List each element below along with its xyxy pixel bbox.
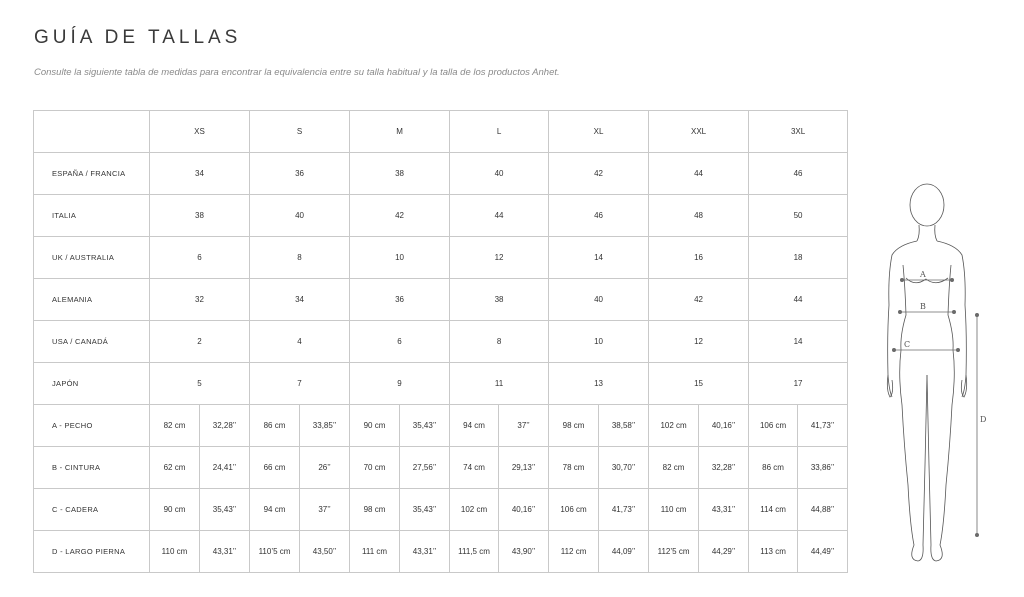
measurement-inch-cell: 43,31’’ (200, 531, 250, 573)
size-value-cell: 42 (649, 279, 749, 321)
size-value-cell: 46 (549, 195, 649, 237)
size-value-cell: 34 (150, 153, 250, 195)
measurement-inch-cell: 35,43’’ (200, 489, 250, 531)
measurement-cm-cell: 112’5 cm (649, 531, 699, 573)
measurement-inch-cell: 32,28’’ (200, 405, 250, 447)
measurement-cm-cell: 82 cm (649, 447, 699, 489)
size-header-xs: XS (150, 111, 250, 153)
equivalence-row (34, 363, 848, 405)
row-label: D - LARGO PIERNA (34, 531, 150, 573)
size-value-cell: 34 (250, 279, 350, 321)
size-header-m: M (350, 111, 450, 153)
measurement-row (34, 405, 848, 447)
size-value-cell: 9 (350, 363, 450, 405)
measurement-cm-cell: 112 cm (549, 531, 599, 573)
measurement-cm-cell: 106 cm (749, 405, 798, 447)
measurement-inch-cell: 40,16’’ (699, 405, 749, 447)
size-value-cell: 8 (250, 237, 350, 279)
size-chart-table (33, 110, 848, 573)
measurement-cm-cell: 98 cm (350, 489, 400, 531)
page-title: GUÍA DE TALLAS (34, 27, 242, 48)
equivalence-row (34, 153, 848, 195)
measurement-cm-cell: 106 cm (549, 489, 599, 531)
measurement-inch-cell: 32,28’’ (699, 447, 749, 489)
measurement-inch-cell: 30,70’’ (599, 447, 649, 489)
size-value-cell: 42 (350, 195, 450, 237)
row-label: ALEMANIA (34, 279, 150, 321)
size-value-cell: 18 (749, 237, 848, 279)
measurement-inch-cell: 37’’ (300, 489, 350, 531)
measurement-cm-cell: 90 cm (350, 405, 400, 447)
measurement-cm-cell: 66 cm (250, 447, 300, 489)
size-value-cell: 42 (549, 153, 649, 195)
size-value-cell: 48 (649, 195, 749, 237)
size-value-cell: 17 (749, 363, 848, 405)
size-value-cell: 38 (150, 195, 250, 237)
measurement-cm-cell: 62 cm (150, 447, 200, 489)
size-value-cell: 40 (549, 279, 649, 321)
measurement-inch-cell: 37’’ (499, 405, 549, 447)
size-value-cell: 14 (749, 321, 848, 363)
measurement-cm-cell: 70 cm (350, 447, 400, 489)
measurement-inch-cell: 27,56’’ (400, 447, 450, 489)
size-value-cell: 40 (450, 153, 549, 195)
measurement-inch-cell: 26’’ (300, 447, 350, 489)
row-label: ESPAÑA / FRANCIA (34, 153, 150, 195)
measurement-inch-cell: 24,41’’ (200, 447, 250, 489)
measurement-cm-cell: 102 cm (649, 405, 699, 447)
measurement-cm-cell: 86 cm (749, 447, 798, 489)
measurement-cm-cell: 114 cm (749, 489, 798, 531)
size-value-cell: 32 (150, 279, 250, 321)
size-header-row (34, 111, 848, 153)
size-value-cell: 5 (150, 363, 250, 405)
measurement-inch-cell: 38,58’’ (599, 405, 649, 447)
equivalence-row (34, 321, 848, 363)
corner-cell (34, 111, 150, 153)
row-label: UK / AUSTRALIA (34, 237, 150, 279)
measurement-inch-cell: 44,49’’ (798, 531, 848, 573)
size-value-cell: 10 (549, 321, 649, 363)
figure-label-a: A (920, 270, 926, 279)
size-value-cell: 16 (649, 237, 749, 279)
size-value-cell: 38 (350, 153, 450, 195)
size-header-xl: XL (549, 111, 649, 153)
measurement-row (34, 447, 848, 489)
measurement-cm-cell: 94 cm (450, 405, 499, 447)
equivalence-row (34, 195, 848, 237)
measurement-inch-cell: 41,73’’ (599, 489, 649, 531)
size-value-cell: 36 (350, 279, 450, 321)
measurement-cm-cell: 78 cm (549, 447, 599, 489)
size-value-cell: 15 (649, 363, 749, 405)
size-value-cell: 50 (749, 195, 848, 237)
size-value-cell: 46 (749, 153, 848, 195)
measurement-inch-cell: 44,09’’ (599, 531, 649, 573)
measurement-cm-cell: 113 cm (749, 531, 798, 573)
size-value-cell: 12 (450, 237, 549, 279)
measurement-inch-cell: 43,50’’ (300, 531, 350, 573)
measurement-cm-cell: 82 cm (150, 405, 200, 447)
size-value-cell: 44 (649, 153, 749, 195)
measurement-inch-cell: 33,86’’ (798, 447, 848, 489)
size-value-cell: 2 (150, 321, 250, 363)
size-value-cell: 6 (350, 321, 450, 363)
row-label: USA / CANADÁ (34, 321, 150, 363)
equivalence-row (34, 237, 848, 279)
size-value-cell: 7 (250, 363, 350, 405)
measurement-cm-cell: 74 cm (450, 447, 499, 489)
size-value-cell: 38 (450, 279, 549, 321)
measurement-inch-cell: 35,43’’ (400, 405, 450, 447)
measurement-cm-cell: 110’5 cm (250, 531, 300, 573)
measurement-cm-cell: 111,5 cm (450, 531, 499, 573)
measurement-inch-cell: 44,29’’ (699, 531, 749, 573)
size-header-l: L (450, 111, 549, 153)
measurement-inch-cell: 35,43’’ (400, 489, 450, 531)
size-value-cell: 13 (549, 363, 649, 405)
size-header-xxl: XXL (649, 111, 749, 153)
size-value-cell: 11 (450, 363, 549, 405)
figure-label-c: C (904, 340, 911, 349)
size-value-cell: 36 (250, 153, 350, 195)
measurement-cm-cell: 111 cm (350, 531, 400, 573)
size-value-cell: 14 (549, 237, 649, 279)
measurement-inch-cell: 40,16’’ (499, 489, 549, 531)
measurement-inch-cell: 44,88’’ (798, 489, 848, 531)
measurement-inch-cell: 41,73’’ (798, 405, 848, 447)
page-subtitle: Consulte la siguiente tabla de medidas para encontrar la equivalencia entre su talla habitual y la talla de los productos Anhet. (34, 67, 560, 78)
row-label: A - PECHO (34, 405, 150, 447)
body-measurement-figure (870, 175, 1000, 575)
row-label: ITALIA (34, 195, 150, 237)
measurement-inch-cell: 43,31’’ (400, 531, 450, 573)
size-value-cell: 40 (250, 195, 350, 237)
row-label: B - CINTURA (34, 447, 150, 489)
measurement-cm-cell: 110 cm (150, 531, 200, 573)
measurement-cm-cell: 90 cm (150, 489, 200, 531)
figure-label-b: B (920, 302, 926, 311)
measurement-row (34, 489, 848, 531)
measurement-row (34, 531, 848, 573)
size-header-s: S (250, 111, 350, 153)
figure-label-d: D (980, 415, 987, 424)
size-value-cell: 44 (749, 279, 848, 321)
measurement-cm-cell: 94 cm (250, 489, 300, 531)
row-label: C - CADERA (34, 489, 150, 531)
size-value-cell: 8 (450, 321, 549, 363)
size-value-cell: 4 (250, 321, 350, 363)
measurement-inch-cell: 29,13’’ (499, 447, 549, 489)
measurement-cm-cell: 86 cm (250, 405, 300, 447)
size-value-cell: 44 (450, 195, 549, 237)
measurement-cm-cell: 110 cm (649, 489, 699, 531)
measurement-inch-cell: 43,31’’ (699, 489, 749, 531)
body-silhouette-illustration (870, 175, 1000, 575)
measurement-cm-cell: 102 cm (450, 489, 499, 531)
size-value-cell: 6 (150, 237, 250, 279)
size-value-cell: 12 (649, 321, 749, 363)
measurement-inch-cell: 33,85’’ (300, 405, 350, 447)
size-value-cell: 10 (350, 237, 450, 279)
measurement-cm-cell: 98 cm (549, 405, 599, 447)
row-label: JAPÓN (34, 363, 150, 405)
measurement-inch-cell: 43,90’’ (499, 531, 549, 573)
equivalence-row (34, 279, 848, 321)
size-header-3xl: 3XL (749, 111, 848, 153)
